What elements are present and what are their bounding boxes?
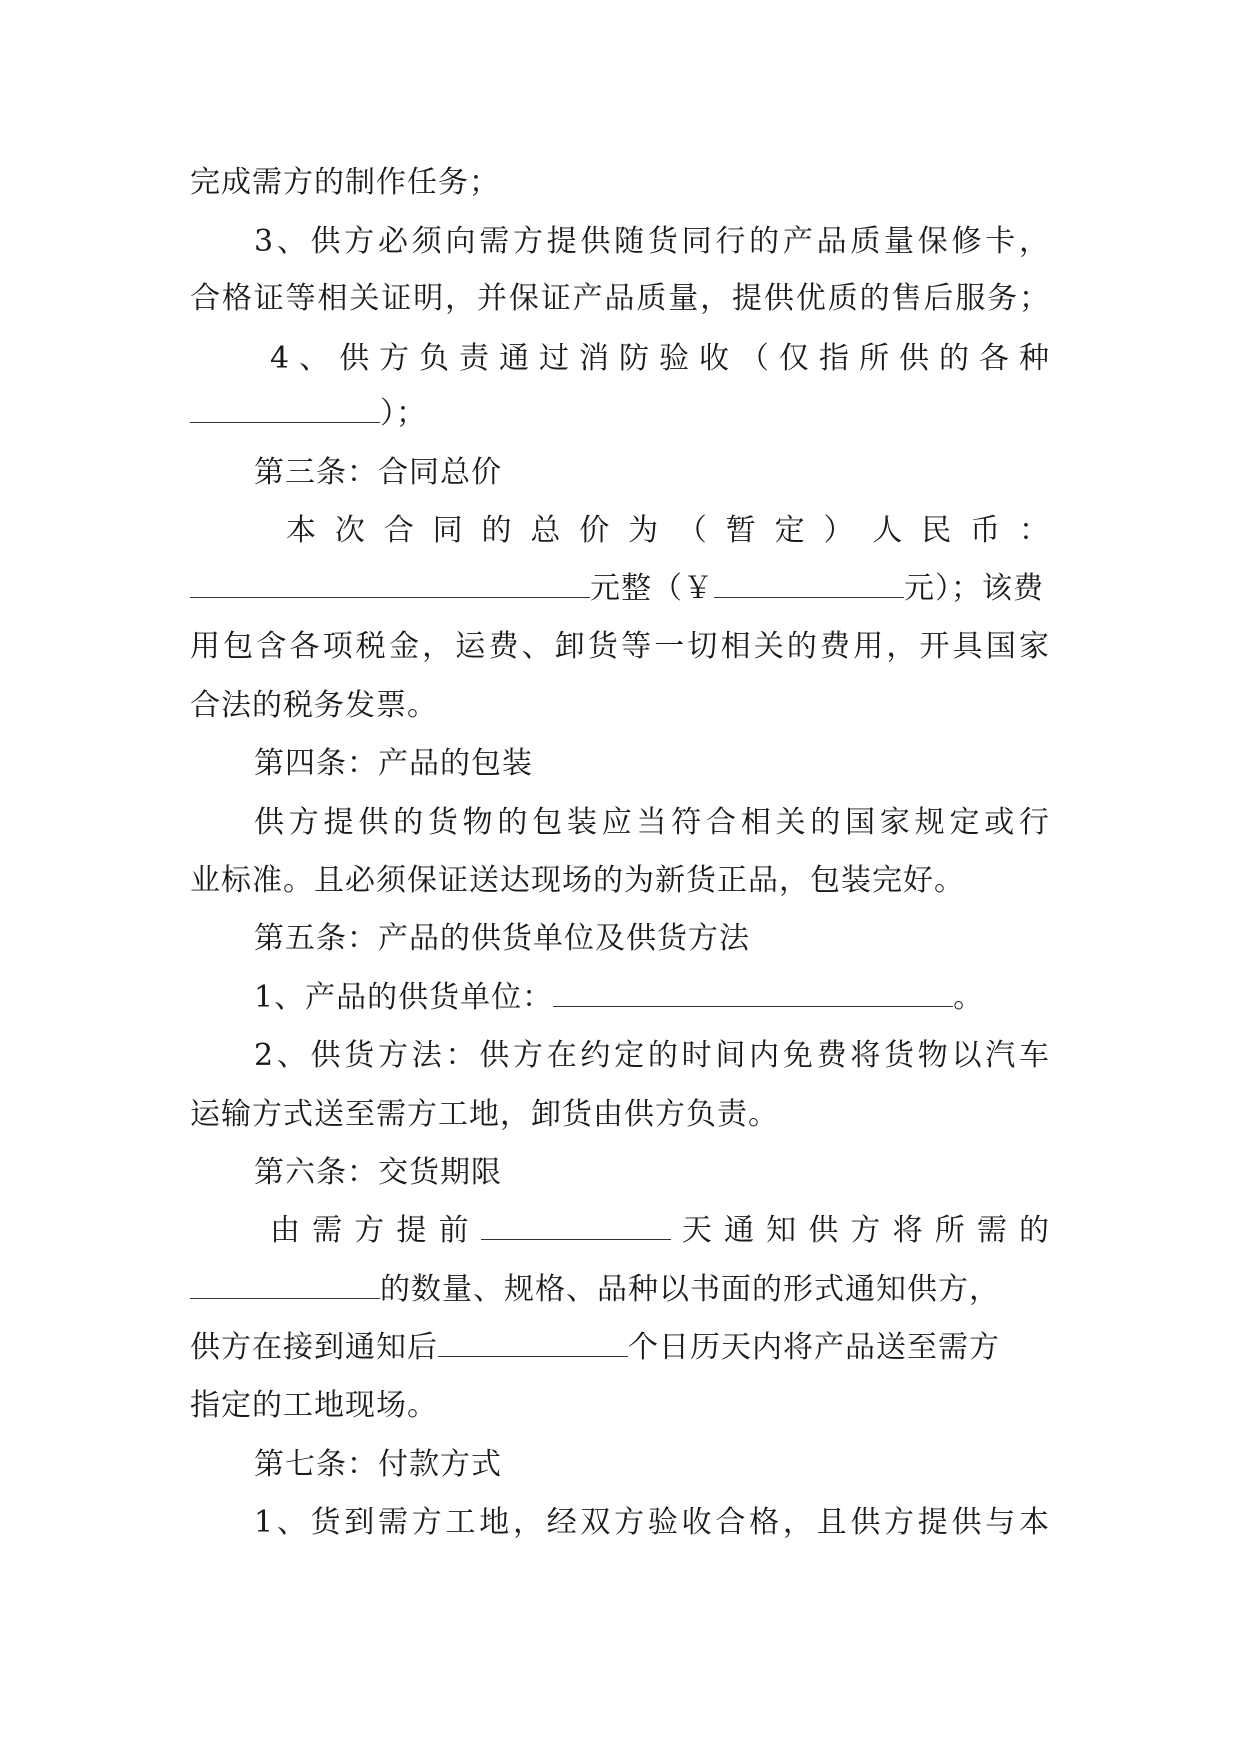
delivery-line-2 <box>190 1260 1050 1320</box>
section-title: 第五条：产品的供货单位及供货方法 <box>254 921 750 956</box>
line-text: 天通知供方将所需的 <box>670 1213 1051 1248</box>
line-text: 业标准。且必须保证送达现场的为新货正品，包装完好。 <box>190 863 965 898</box>
section-heading-6 <box>254 1143 1050 1203</box>
section-heading-3 <box>254 443 1050 503</box>
line-text: 合法的税务发票。 <box>190 688 438 723</box>
total-price-line-4 <box>190 676 1050 736</box>
total-price-line-1 <box>286 501 1050 561</box>
supply-unit-line <box>254 968 1050 1028</box>
fill-in-blank <box>438 1318 628 1357</box>
line-text: 4、供方负责通过消防验收（仅指所供的各种 <box>270 341 1050 376</box>
clause-3-line-1 <box>254 212 1050 272</box>
line-text: 个日历天内将产品送至需方 <box>628 1330 1000 1365</box>
line-text: 本次合同的总价为（暂定）人民币： <box>286 513 1050 548</box>
line-text: 指定的工地现场。 <box>190 1388 438 1423</box>
line-text: 元整（￥ <box>590 571 714 606</box>
delivery-line-1 <box>270 1201 1050 1261</box>
payment-line-1 <box>254 1493 1050 1553</box>
section-title: 第六条：交货期限 <box>254 1155 502 1190</box>
line-text: 。 <box>953 980 985 1015</box>
line-text: 2、供货方法：供方在约定的时间内免费将货物以汽车 <box>254 1038 1050 1073</box>
fill-in-blank <box>190 1260 380 1299</box>
fill-in-blank <box>553 968 953 1007</box>
line-text: 1、产品的供货单位： <box>254 980 554 1015</box>
clause-3-line-2 <box>190 269 1050 329</box>
text-line <box>190 153 1050 213</box>
section-title: 第三条：合同总价 <box>254 455 502 490</box>
section-heading-4 <box>254 734 1050 794</box>
section-heading-7 <box>254 1435 1050 1495</box>
line-text: 运输方式送至需方工地，卸货由供方负责。 <box>190 1097 779 1132</box>
line-text: 合格证等相关证明，并保证产品质量，提供优质的售后服务； <box>190 281 1050 316</box>
delivery-line-3 <box>190 1318 1050 1378</box>
section-title: 第七条：付款方式 <box>254 1447 502 1482</box>
clause-4-line-1 <box>270 329 1050 389</box>
line-text: 由需方提前 <box>270 1213 481 1248</box>
section-title: 第四条：产品的包装 <box>254 746 533 781</box>
fill-in-blank <box>190 384 380 423</box>
total-price-line-2 <box>190 559 1050 619</box>
line-text: 供方提供的货物的包装应当符合相关的国家规定或行 <box>254 805 1050 840</box>
line-text: ）； <box>380 396 427 431</box>
line-text: 用包含各项税金，运费、卸货等一切相关的费用，开具国家 <box>190 629 1050 664</box>
line-text: 1、货到需方工地，经双方验收合格，且供方提供与本 <box>254 1505 1050 1540</box>
line-text: 供方在接到通知后 <box>190 1330 438 1365</box>
fill-in-blank <box>481 1201 671 1240</box>
line-text: 完成需方的制作任务； <box>190 165 500 200</box>
line-text: 3、供方必须向需方提供随货同行的产品质量保修卡， <box>254 224 1050 259</box>
supply-method-line-1 <box>254 1026 1050 1086</box>
total-price-line-3 <box>190 617 1050 677</box>
fill-in-blank <box>714 559 904 598</box>
delivery-line-4 <box>190 1376 1050 1436</box>
supply-method-line-2 <box>190 1085 1050 1145</box>
line-text: 的数量、规格、品种以书面的形式通知供方， <box>380 1272 1000 1307</box>
line-text: 元）；该费 <box>904 571 1044 606</box>
packaging-line-2 <box>190 851 1050 911</box>
fill-in-blank <box>190 559 590 598</box>
clause-4-line-2 <box>190 384 1050 444</box>
packaging-line-1 <box>254 793 1050 853</box>
section-heading-5 <box>254 909 1050 969</box>
